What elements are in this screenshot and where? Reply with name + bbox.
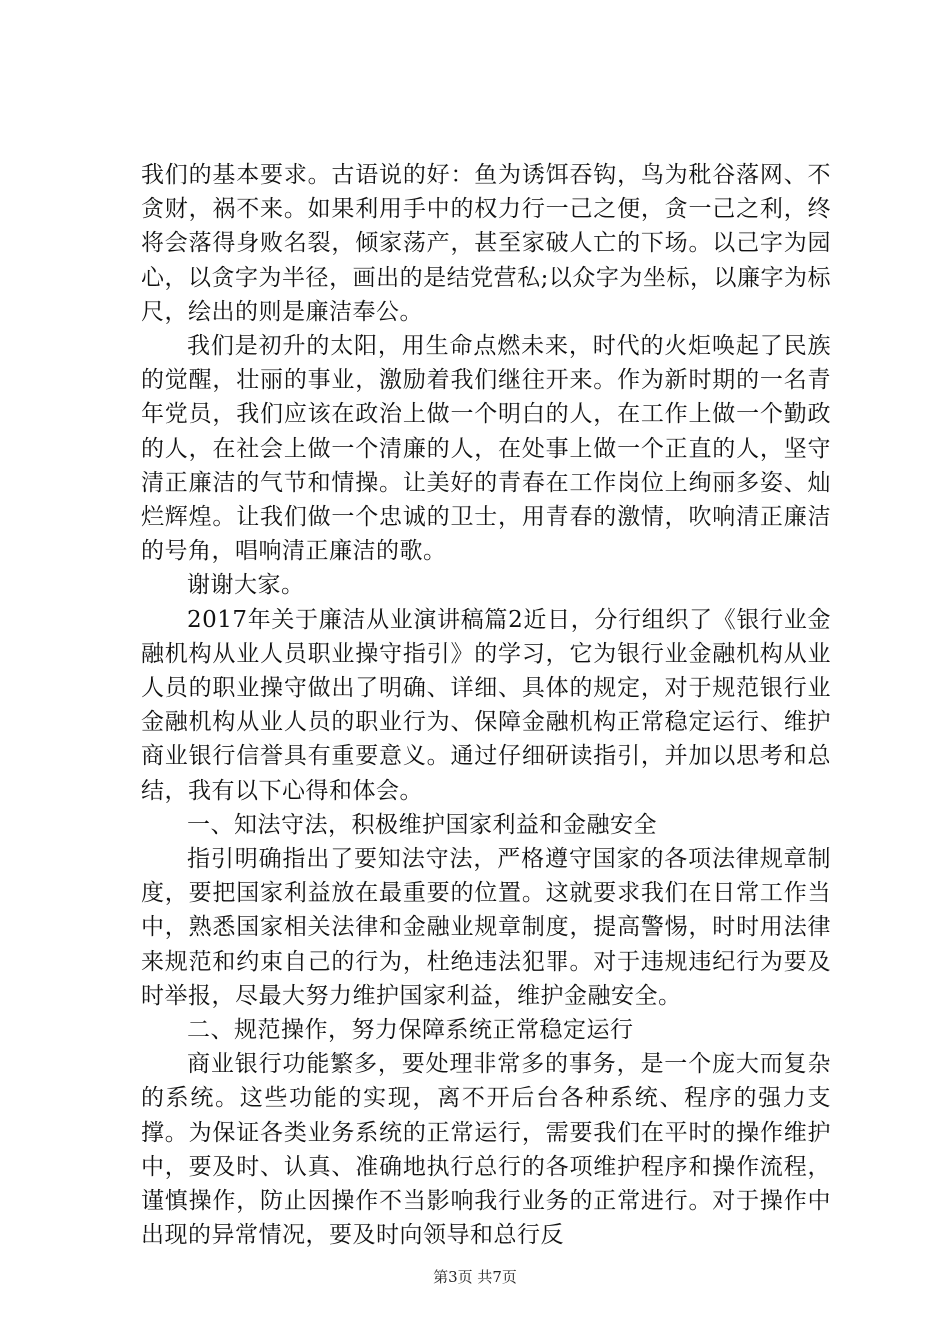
section-heading-2: 二、规范操作，努力保障系统正常稳定运行	[187, 1017, 634, 1044]
paragraph-5: 指引明确指出了要知法守法，严格遵守国家的各项法律规章制度，要把国家利益放在最重要的位置。这就要求我们在日常工作当中，熟悉国家相关法律和金融业规章制度，提高警惕，时时用法律来规范和约束自己的行为，杜绝违法犯罪。对于违规违纪行为要及时举报，尽最大努力维护国家利益，维护金融安全。	[141, 846, 831, 1009]
paragraph-1: 我们的基本要求。古语说的好：鱼为诱饵吞钩，鸟为秕谷落网、不贪财，祸不来。如果利用手中的权力行一己之便，贪一己之利，终将会落得身败名裂，倾家荡产，甚至家破人亡的下场。以己字为园心，以贪字为半径，画出的是结党营私;以众字为坐标，以廉字为标尺，绘出的则是廉洁奉公。	[141, 162, 831, 325]
section-heading-1: 一、知法守法，积极维护国家利益和金融安全	[187, 811, 657, 838]
page-footer	[0, 1266, 950, 1287]
paragraph-6: 商业银行功能繁多，要处理非常多的事务，是一个庞大而复杂的系统。这些功能的实现，离不开后台各种系统、程序的强力支撑。为保证各类业务系统的正常运行，需要我们在平时的操作维护中，要及时、认真、准确地执行总行的各项维护程序和操作流程，谨慎操作，防止因操作不当影响我行业务的正常进行。对于操作中出现的异常情况，要及时向领导和总行反	[141, 1051, 831, 1249]
paragraph-3: 谢谢大家。	[187, 572, 305, 599]
document-body	[141, 158, 831, 1253]
paragraph-2: 我们是初升的太阳，用生命点燃未来，时代的火炬唤起了民族的觉醒，壮丽的事业，激励着我们继往开来。作为新时期的一名青年党员，我们应该在政治上做一个明白的人，在工作上做一个勤政的人，在社会上做一个清廉的人，在处事上做一个正直的人，坚守清正廉洁的气节和情操。让美好的青春在工作岗位上绚丽多姿、灿烂辉煌。让我们做一个忠诚的卫士，用青春的激情，吹响清正廉洁的号角，唱响清正廉洁的歌。	[141, 333, 831, 565]
paragraph-4: 2017年关于廉洁从业演讲稿篇2近日，分行组织了《银行业金融机构从业人员职业操守指引》的学习，它为银行业金融机构从业人员的职业操守做出了明确、详细、具体的规定，对于规范银行业金融机构从业人员的职业行为、保障金融机构正常稳定运行、维护商业银行信誉具有重要意义。通过仔细研读指引，并加以思考和总结，我有以下心得和体会。	[141, 606, 831, 804]
page-number-label: 第3页 共7页	[433, 1268, 517, 1286]
